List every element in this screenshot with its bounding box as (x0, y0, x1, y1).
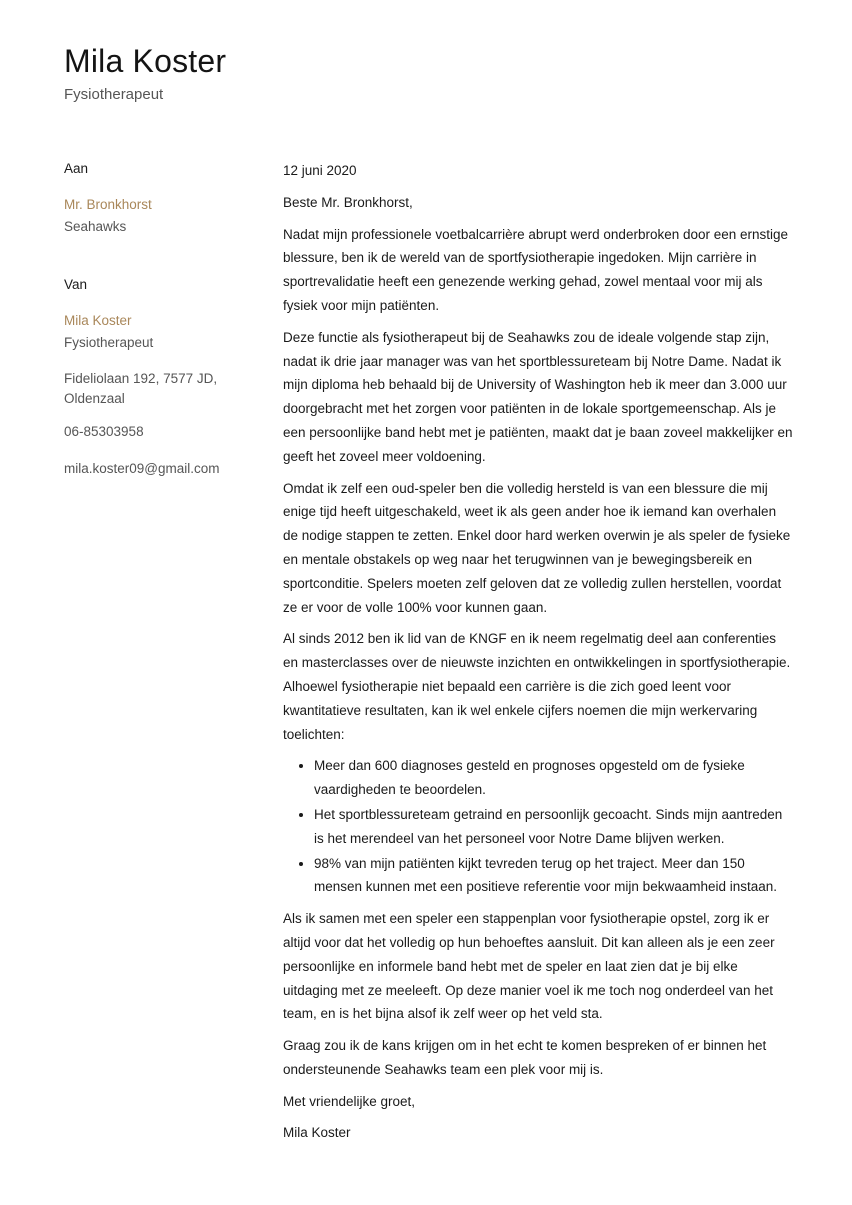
achievement-item: • Meer dan 600 diagnoses gesteld en prognoses opgesteld om de fysieke vaardigheden te beoordelen. (314, 754, 793, 802)
recipient-label: Aan (64, 161, 89, 176)
achievements-list (283, 754, 793, 899)
body-paragraph: Als ik samen met een speler een stappenplan voor fysiotherapie opstel, zorg ik er altijd voor dat het volledig op hun behoeftes aansluit. Dit kan alleen als je een zeer persoonlijke en informele band hebt met de speler en laat zien dat je bij elke uitdaging met ze meeleeft. Op deze manier voel ik me toch nog onderdeel van het team, en is het bijna alsof ik zelf weer op het veld sta. (283, 911, 775, 1022)
body-paragraph: Al sinds 2012 ben ik lid van de KNGF en ik neem regelmatig deel aan conferenties en masterclasses over de nieuwste inzichten en ontwikkelingen in sportfysiotherapie. Alhoewel fysiotherapie niet bepaald een carrière is die zich goed leent voor kwantitatieve resultaten, kan ik wel enkele cijfers noemen die mijn werkervaring toelichten: (283, 631, 791, 742)
sender-address: Fideliolaan 192, 7577 JD, Oldenzaal (64, 371, 218, 406)
body-paragraph: Graag zou ik de kans krijgen om in het echt te komen bespreken of er binnen het ondersteunende Seahawks team een plek voor mij is. (283, 1038, 767, 1077)
sender-name-title: Mila Koster (64, 43, 227, 79)
sender-role-subtitle: Fysiotherapeut (64, 86, 164, 103)
letter-header (64, 40, 226, 105)
letter-body (283, 159, 793, 1153)
achievement-item: • 98% van mijn patiënten kijkt tevreden terug op het traject. Meer dan 150 mensen kunnen met een positieve referentie voor mijn bekwaamheid instaan. (314, 852, 793, 900)
recipient-name: Mr. Bronkhorst (64, 197, 152, 212)
recipient-company: Seahawks (64, 219, 127, 234)
sender-phone: 06-85303958 (64, 424, 144, 439)
letter-closing: Met vriendelijke groet, (283, 1093, 416, 1109)
letter-signature: Mila Koster (283, 1125, 351, 1141)
contact-sidebar (64, 159, 264, 479)
sender-role: Fysiotherapeut (64, 335, 154, 350)
body-paragraph: Omdat ik zelf een oud-speler ben die volledig hersteld is van een blessure die mij enige tijd heeft uitgeschakeld, weet ik als geen ander hoe ik iemand kan overhalen de nodige stappen te zetten. Enkel door hard werken overwin je als speler de fysieke en mentale obstakels op weg naar het terugwinnen van je bewegingsbereik en sportconditie. Spelers moeten zelf geloven dat ze volledig zullen herstellen, voordat ze er voor de volle 100% voor kunnen gaan. (283, 480, 791, 615)
sender-name: Mila Koster (64, 313, 132, 328)
achievement-item: • Het sportblessureteam getraind en persoonlijk gecoacht. Sinds mijn aantreden is het merendeel van het personeel voor Notre Dame blijven werken. (314, 803, 793, 851)
sender-email: mila.koster09@gmail.com (64, 461, 220, 476)
body-paragraph: Deze functie als fysiotherapeut bij de Seahawks zou de ideale volgende stap zijn, nadat ik drie jaar manager was van het sportblessureteam bij Notre Dame. Nadat ik mijn diploma heb behaald bij de University of Washington heb ik meer dan 3.000 uur doorgebracht met het zorgen voor patiënten in de lokale sportgemeenschap. Als je een persoonlijke band hebt met je patiënten, maakt dat je baan zoveel makkelijker en geeft het zoveel meer voldoening. (283, 329, 793, 464)
letter-date: 12 juni 2020 (283, 163, 357, 178)
sender-label: Van (64, 277, 88, 292)
letter-salutation: Beste Mr. Bronkhorst, (283, 194, 413, 210)
body-paragraph: Nadat mijn professionele voetbalcarrière abrupt werd onderbroken door een ernstige blessure, ben ik de wereld van de sportfysiotherapie ingedoken. Mijn carrière in sportrevalidatie heeft een genezende werking gehad, zowel mentaal voor mij als fysiek voor mijn patiënten. (283, 226, 789, 313)
